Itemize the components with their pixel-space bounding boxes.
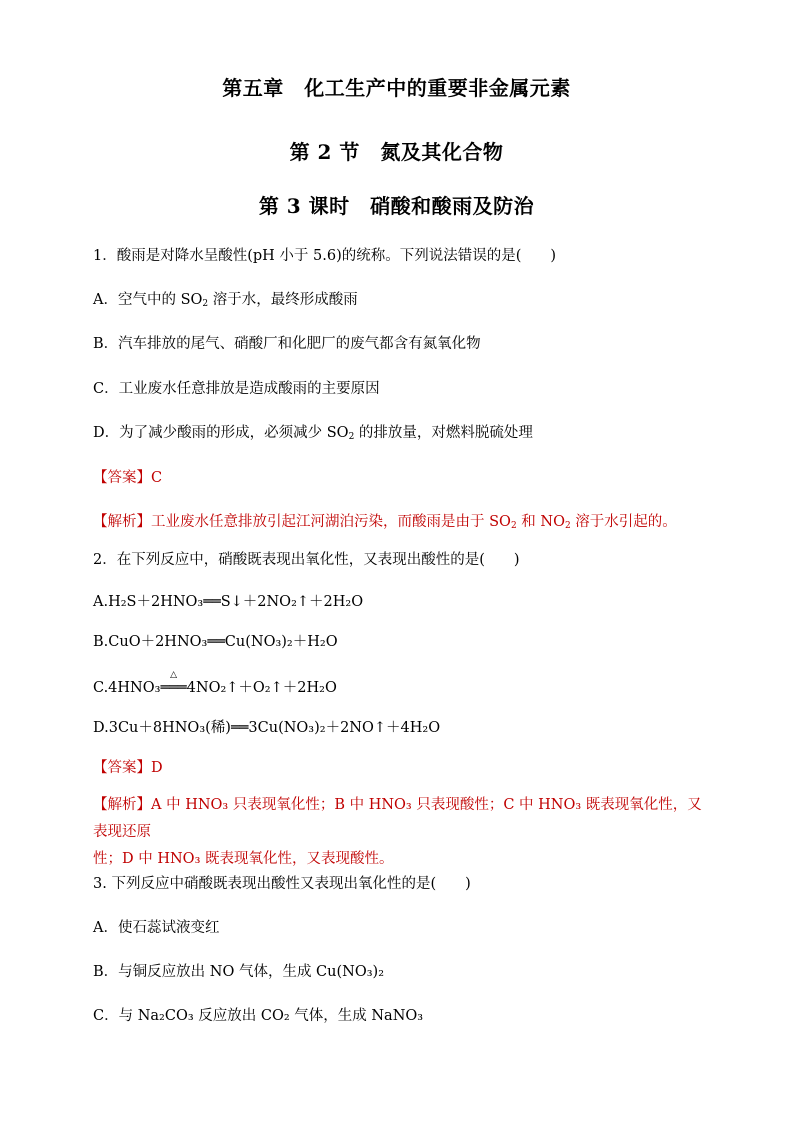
q1-analysis: 【解析】工业废水任意排放引起江河湖泊污染，而酸雨是由于 $SO_2$ 和 $NO_2$ 溶于水引起的。 [93,514,677,531]
q2-stem: 2．在下列反应中，硝酸既表现出氧化性，又表现出酸性的是( ) [93,552,520,568]
q3-stem: 3. 下列反应中硝酸既表现出酸性又表现出氧化性的是( ) [93,876,471,892]
q1-option-d: D．为了减少酸雨的形成，必须减少 $SO_2$ 的排放量，对燃料脱硫处理 [93,425,533,442]
lesson-title: 第 3 课时 硝酸和酸雨及防治 [258,194,535,218]
q3-option-c: C．与 Na₂CO₃ 反应放出 CO₂ 气体，生成 NaNO₃ [93,1008,424,1024]
q1-option-c: C．工业废水任意排放是造成酸雨的主要原因 [93,381,380,397]
q3-option-b: B．与铜反应放出 NO 气体，生成 Cu(NO₃)₂ [93,964,385,980]
q2-analysis: 【解析】A 中 HNO₃ 只表现氧化性；B 中 HNO₃ 只表现酸性；C 中 HNO₃ 既表现氧化性，又表现还原 性；D 中 HNO₃ 既表现氧化性，又表现酸性。 [93,797,702,867]
q3-option-a: A．使石蕊试液变红 [93,920,220,936]
section-title: 第 2 节 氮及其化合物 [289,140,504,164]
q2-answer: 【答案】D [93,760,163,776]
heating-condition: △ ═══ [160,670,187,696]
q2-option-a: A.H₂S＋2HNO₃══S↓＋2NO₂↑＋2H₂O [93,594,364,610]
chapter-title: 第五章 化工生产中的重要非金属元素 [222,76,571,100]
q2-option-c: C.4HNO₃ △ ═══4NO₂↑＋O₂↑＋2H₂O [93,670,337,696]
q1-option-a: A．空气中的 $SO_2$ 溶于水，最终形成酸雨 [93,292,358,309]
q2-option-b: B.CuO＋2HNO₃══Cu(NO₃)₂＋H₂O [93,634,338,650]
q1-option-b: B．汽车排放的尾气、硝酸厂和化肥厂的废气都含有氮氧化物 [93,336,481,352]
q2-option-d: D.3Cu＋8HNO₃(稀)══3Cu(NO₃)₂＋2NO↑＋4H₂O [93,720,441,736]
q1-stem: 1．酸雨是对降水呈酸性(pH 小于 5.6)的统称。下列说法错误的是( ) [93,248,557,264]
q1-answer: 【答案】C [93,470,163,486]
